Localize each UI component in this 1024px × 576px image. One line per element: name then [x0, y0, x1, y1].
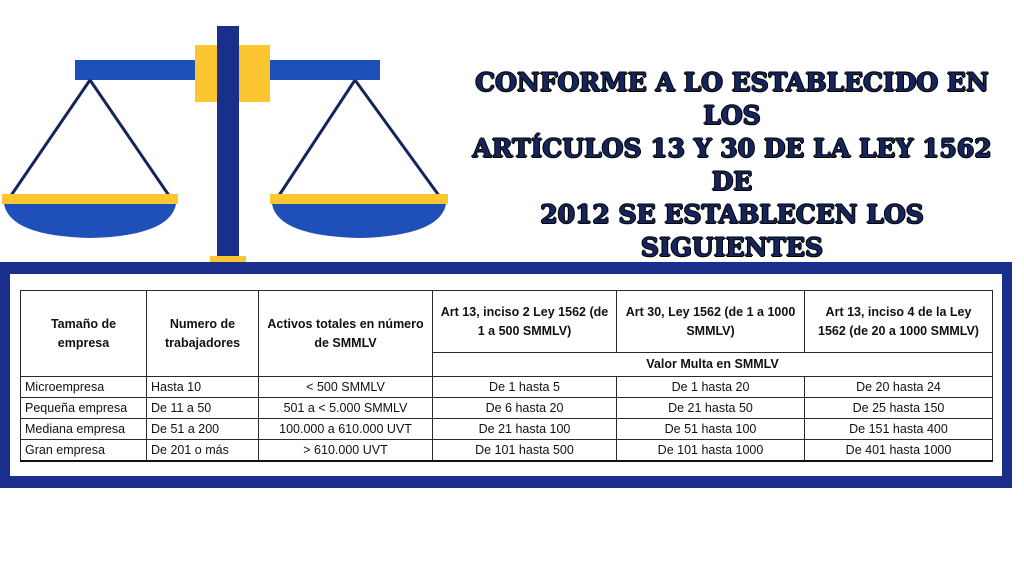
cell-workers: Hasta 10 — [147, 377, 259, 398]
cell-art13-inciso4: De 151 hasta 400 — [805, 419, 993, 440]
cell-assets: < 500 SMMLV — [259, 377, 433, 398]
cell-art30: De 101 hasta 1000 — [617, 440, 805, 461]
cell-assets: > 610.000 UVT — [259, 440, 433, 461]
cell-assets: 100.000 a 610.000 UVT — [259, 419, 433, 440]
balance-scale-icon — [0, 0, 460, 270]
cell-size: Pequeña empresa — [21, 398, 147, 419]
headline-line: CONFORME A LO ESTABLECIDO EN LOS — [475, 68, 989, 130]
cell-size: Gran empresa — [21, 440, 147, 461]
header-art13-inciso2: Art 13, inciso 2 Ley 1562 (de 1 a 500 SMMLV) — [433, 291, 617, 353]
table-row — [21, 398, 993, 419]
cell-art13-inciso2: De 6 hasta 20 — [433, 398, 617, 419]
cell-assets: 501 a < 5.000 SMMLV — [259, 398, 433, 419]
cell-workers: De 51 a 200 — [147, 419, 259, 440]
table-row — [21, 377, 993, 398]
headline-line: ARTÍCULOS 13 Y 30 DE LA LEY 1562 DE — [472, 134, 992, 196]
table-panel — [10, 274, 1002, 476]
header-assets: Activos totales en número de SMMLV — [259, 291, 433, 377]
cell-workers: De 11 a 50 — [147, 398, 259, 419]
left-pan — [4, 204, 176, 238]
cell-art13-inciso2: De 21 hasta 100 — [433, 419, 617, 440]
table-header-row — [21, 291, 993, 353]
cell-art30: De 21 hasta 50 — [617, 398, 805, 419]
cell-art13-inciso4: De 25 hasta 150 — [805, 398, 993, 419]
table-row — [21, 419, 993, 440]
cell-size: Mediana empresa — [21, 419, 147, 440]
header-workers: Numero de trabajadores — [147, 291, 259, 377]
table-row — [21, 440, 993, 461]
parameters-table — [20, 290, 993, 462]
cell-art13-inciso4: De 20 hasta 24 — [805, 377, 993, 398]
cell-workers: De 201 o más — [147, 440, 259, 461]
table-frame — [0, 262, 1012, 488]
right-pan — [272, 204, 446, 238]
left-pan-rim — [2, 194, 178, 204]
cell-art13-inciso2: De 1 hasta 5 — [433, 377, 617, 398]
cell-art13-inciso4: De 401 hasta 1000 — [805, 440, 993, 461]
header-size: Tamaño de empresa — [21, 291, 147, 377]
cell-art13-inciso2: De 101 hasta 500 — [433, 440, 617, 461]
right-pan-rim — [270, 194, 448, 204]
cell-art30: De 1 hasta 20 — [617, 377, 805, 398]
cell-size: Microempresa — [21, 377, 147, 398]
header-art13-inciso4: Art 13, inciso 4 de la Ley 1562 (de 20 a 1000 SMMLV) — [805, 291, 993, 353]
header-fine-group: Valor Multa en SMMLV — [433, 353, 993, 377]
header-art30: Art 30, Ley 1562 (de 1 a 1000 SMMLV) — [617, 291, 805, 353]
cell-art30: De 51 hasta 100 — [617, 419, 805, 440]
headline-line: 2012 SE ESTABLECEN LOS SIGUIENTES — [540, 200, 924, 262]
